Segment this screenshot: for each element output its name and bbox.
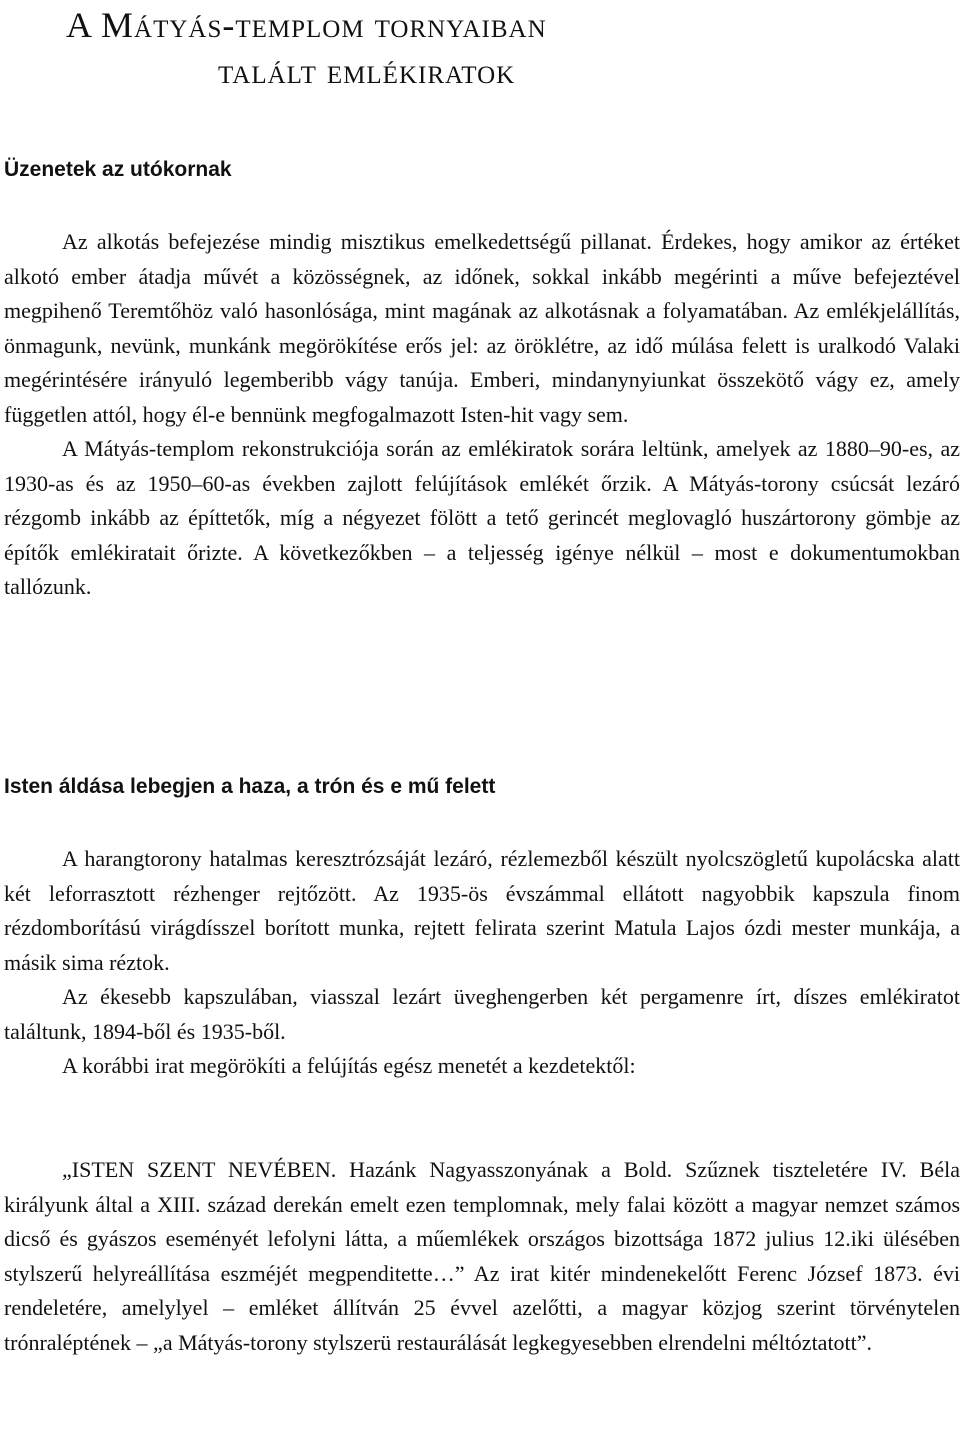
quote-block (4, 1153, 960, 1360)
title-line-2: talált emlékiratok (218, 51, 516, 91)
paragraph: Az alkotás befejezése mindig misztikus emelkedettségű pillanat. Érdekes, hogy amikor az értéket alkotó ember átadja művét a közösségnek, az időnek, sokkal inkább megérinti a műve befejeztével megpihenő Teremtőhöz való hasonlósága, mint magának az alkotásnak a folyamatában. Az emlékjelállítás, önmagunk, nevünk, munkánk megörökítése erős jel: az öröklétre, az idő múlása felett is uralkodó Valaki megérintésére irányuló legemberibb vágy tanúja. Emberi, mindanynyiunkat összekötő vágy ez, amely független attól, hogy él-e bennünk megfogalmazott Isten-hit vagy sem. (4, 229, 960, 427)
paragraph: Az ékesebb kapszulában, viasszal lezárt üveghengerben két pergamenre írt, díszes emlékiratot találtunk, 1894-ből és 1935-ből. (4, 984, 960, 1044)
section-body-blessing (4, 842, 960, 1084)
title-line-1: A Mátyás-templom tornyaiban (66, 5, 547, 45)
quoted-document-text: „ISTEN SZENT NEVÉBEN. Hazánk Nagyasszonyának a Bold. Szűznek tiszteletére IV. Béla királyunk által a XIII. század derekán emelt ezen templomnak, mely falai között a magyar nemzet számos dicső és gyászos eseményét lefolyni látta, a műemlékek országos bizottsága 1872 julius 12.iki ülésében stylszerű helyreállítása eszméjét megpenditette…” Az irat kitér mindenekelőtt Ferenc József 1873. évi rendeletére, amelylyel – emléket állítván 25 évvel azelőtti, a magyar közjog szerint törvénytelen trónraléptének – „a Mátyás-torony stylszerü restaurálását legkegyesebben elrendelni méltóztatott”. (4, 1157, 960, 1355)
paragraph: A korábbi irat megörökíti a felújítás egész menetét a kezdetektől: (62, 1053, 636, 1078)
section-body-messages (4, 225, 960, 605)
section-heading-blessing: Isten áldása lebegjen a haza, a trón és e mű felett (4, 775, 496, 798)
paragraph: A Mátyás-templom rekonstrukciója során az emlékiratok sorára leltünk, amelyek az 1880–90-es, az 1930-as és az 1950–60-as években zajlott felújítások emlékét őrzik. A Mátyás-torony csúcsát lezáró rézgomb inkább az építtetők, míg a négyezet fölött a tető gerincét meglovagló huszártorony gömbje az építők emlékiratait őrizte. A következőkben – a teljesség igénye nélkül – most e dokumentumokban tallózunk. (4, 436, 960, 599)
section-heading-messages: Üzenetek az utókornak (4, 158, 232, 181)
paragraph: A harangtorony hatalmas keresztrózsáját lezáró, rézlemezből készült nyolcszögletű kupolácska alatt két leforrasztott rézhenger rejtőzött. Az 1935-ös évszámmal ellátott nagyobbik kapszula finom rézdomborítású virágdísszel borított munka, rejtett felirata szerint Matula Lajos ózdi mester munkája, a másik sima réztok. (4, 846, 960, 975)
